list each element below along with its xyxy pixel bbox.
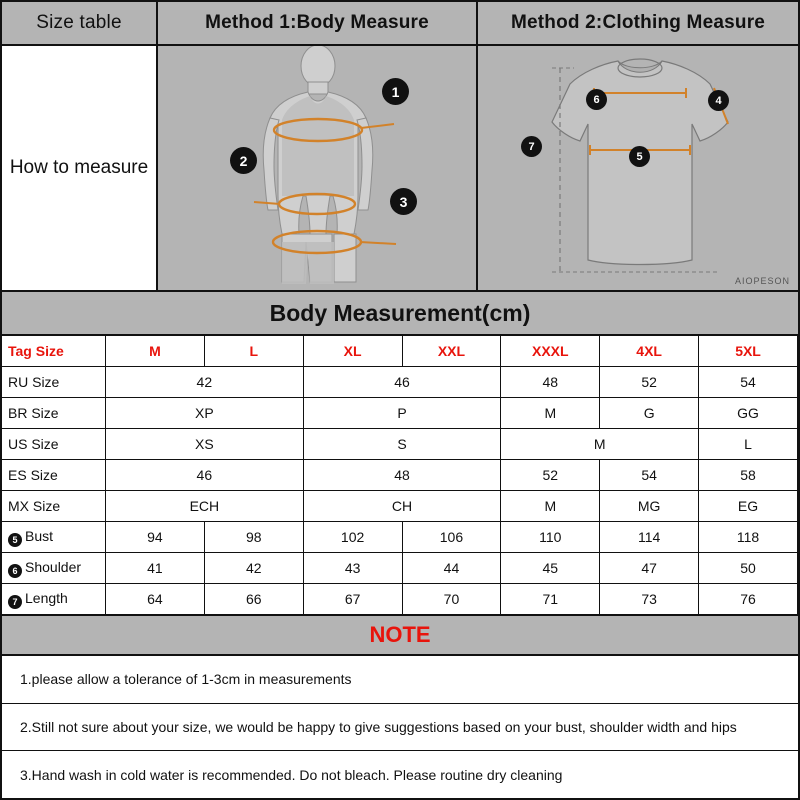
table-cell: 64 [106, 584, 205, 615]
table-cell: M [501, 491, 600, 522]
table-row [2, 584, 798, 615]
table-cell: 46 [106, 460, 304, 491]
body-measure-illustration [158, 46, 476, 288]
row-badge-icon: 5 [8, 533, 22, 547]
table-cell: 71 [501, 584, 600, 615]
column-header-l: L [204, 336, 303, 367]
table-cell: ECH [106, 491, 304, 522]
table-cell: 44 [402, 553, 501, 584]
table-cell: 67 [303, 584, 402, 615]
table-cell: XS [106, 429, 304, 460]
note-line: 1.please allow a tolerance of 1-3cm in measurements [2, 656, 798, 704]
badge-shoulder-6: 6 [586, 89, 607, 110]
method2-panel [478, 2, 798, 290]
table-cell: 58 [699, 460, 798, 491]
column-header-4xl: 4XL [600, 336, 699, 367]
table-cell: 47 [600, 553, 699, 584]
table-cell: 48 [501, 367, 600, 398]
badge-chest-5: 5 [629, 146, 650, 167]
note-line: 2.Still not sure about your size, we would be happy to give suggestions based on your bust, shoulder width and hips [2, 704, 798, 752]
note-line: 3.Hand wash in cold water is recommended. Do not bleach. Please routine dry cleaning [20, 766, 563, 783]
table-cell: EG [699, 491, 798, 522]
badge-hip-3: 3 [390, 188, 417, 215]
tshirt-measure-illustration [478, 46, 798, 288]
column-header-xxxl: XXXL [501, 336, 600, 367]
row-label: MX Size [2, 491, 106, 522]
row-label: US Size [2, 429, 106, 460]
badge-length-7: 7 [521, 136, 542, 157]
table-cell: 42 [106, 367, 304, 398]
table-cell: 45 [501, 553, 600, 584]
brand-watermark: AIOPESON [734, 276, 790, 286]
table-cell: MG [600, 491, 699, 522]
row-label: 5 Bust [2, 522, 106, 553]
table-cell: 73 [600, 584, 699, 615]
column-header-tag-size: Tag Size [2, 336, 106, 367]
column-header-5xl: 5XL [699, 336, 798, 367]
table-cell: 54 [699, 367, 798, 398]
table-cell: 106 [402, 522, 501, 553]
table-cell: GG [699, 398, 798, 429]
table-cell: 43 [303, 553, 402, 584]
table-row [2, 553, 798, 584]
row-label: RU Size [2, 367, 106, 398]
method1-figure [158, 46, 476, 290]
row-label: BR Size [2, 398, 106, 429]
table-cell: 48 [303, 460, 501, 491]
note-heading: NOTE [2, 614, 798, 656]
table-row [2, 491, 798, 522]
size-table-panel [2, 2, 158, 290]
method2-title: Method 2:Clothing Measure [478, 2, 798, 46]
method2-figure [478, 46, 798, 290]
table-cell: P [303, 398, 501, 429]
table-row [2, 367, 798, 398]
badge-sleeve-4: 4 [708, 90, 729, 111]
table-cell: 50 [699, 553, 798, 584]
row-label: 6 Shoulder [2, 553, 106, 584]
table-header-row [2, 336, 798, 367]
row-label: ES Size [2, 460, 106, 491]
table-cell: G [600, 398, 699, 429]
row-label: 7 Length [2, 584, 106, 615]
table-cell: 102 [303, 522, 402, 553]
how-to-measure-label: How to measure [2, 46, 156, 290]
table-cell: S [303, 429, 501, 460]
table-cell: 118 [699, 522, 798, 553]
illustration-band [2, 2, 798, 292]
table-row [2, 522, 798, 553]
note-list [2, 656, 798, 798]
table-cell: 76 [699, 584, 798, 615]
table-cell: M [501, 429, 699, 460]
row-badge-icon: 6 [8, 564, 22, 578]
table-row [2, 429, 798, 460]
table-row [2, 460, 798, 491]
table-cell: M [501, 398, 600, 429]
table-cell: 94 [106, 522, 205, 553]
size-table-title: Size table [2, 2, 156, 46]
table-cell: 98 [204, 522, 303, 553]
table-cell: 54 [600, 460, 699, 491]
table-cell: 41 [106, 553, 205, 584]
badge-bust-1: 1 [382, 78, 409, 105]
size-table [2, 336, 798, 614]
table-cell: 70 [402, 584, 501, 615]
table-cell: 42 [204, 553, 303, 584]
column-header-xxl: XXL [402, 336, 501, 367]
table-cell: 52 [600, 367, 699, 398]
table-cell: 66 [204, 584, 303, 615]
column-header-xl: XL [303, 336, 402, 367]
table-cell: 114 [600, 522, 699, 553]
method1-panel [158, 2, 478, 290]
table-cell: XP [106, 398, 304, 429]
table-cell: CH [303, 491, 501, 522]
row-badge-icon: 7 [8, 595, 22, 609]
badge-waist-2: 2 [230, 147, 257, 174]
body-measurement-title: Body Measurement(cm) [2, 292, 798, 336]
column-header-m: M [106, 336, 205, 367]
table-row [2, 398, 798, 429]
table-cell: 110 [501, 522, 600, 553]
table-cell: 46 [303, 367, 501, 398]
method1-title: Method 1:Body Measure [158, 2, 476, 46]
table-cell: L [699, 429, 798, 460]
table-cell: 52 [501, 460, 600, 491]
